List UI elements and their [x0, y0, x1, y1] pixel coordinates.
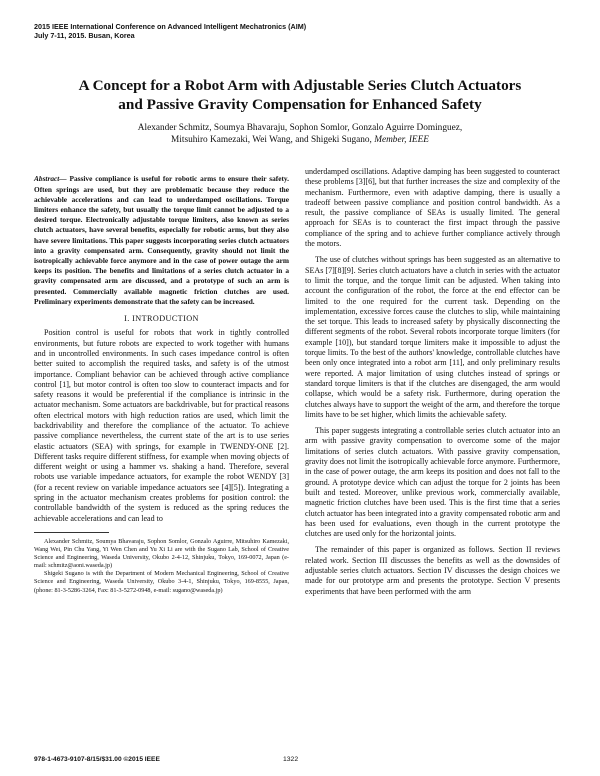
- authors-membership: Member, IEEE: [374, 135, 429, 145]
- isbn-copyright: 978-1-4673-9107-8/15/$31.00 ©2015 IEEE: [34, 756, 160, 763]
- left-column: [34, 167, 289, 595]
- paper-title: [40, 76, 560, 114]
- footnote-affiliation-2: Shigeki Sugano is with the Department of Modern Mechanical Engineering, School of Creative Science and Engineering, Waseda University, Okubo 3-4-1, Shinjuku, Tokyo, 169-8555, Japan, (phone: 81-3-5286-3264, Fax: 81-3-5272-0948, e-mail: sugano@waseda.jp): [34, 570, 289, 594]
- authors-line-1: Alexander Schmitz, Soumya Bhavaraju, Sophon Somlor, Gonzalo Aguirre Dominguez,: [137, 123, 463, 133]
- conference-header: [34, 22, 306, 40]
- section-heading-introduction: I. INTRODUCTION: [124, 314, 199, 324]
- intro-paragraph-1: Position control is useful for robots that work in tightly controlled environments, but future robots are expected to work together with humans and in uncontrolled environments. In such cases impedance control is often better suited to accomplish the required tasks, and safety is of the utmost importance. Compliant behavior can be achieved through active compliance control [1], but motor control is often too slow to counteract impacts and for safety reasons it would be preferential if the compliance is intrinsic in the actuator mechanism. Some actuators are backdrivable, but for practical reasons often electrical motors with high reduction ratios are used, which limit the backdrivability and therefore the compliance of the actuator. To achieve passive compliance nevertheless, the current state of the art is to use series elastic actuators (SEA) with springs, for example in TWENDY-ONE [2]. Different tasks require different stiffness, for example when moving objects of different weight or using a hammer vs. shaking a hand. Therefore, several robots use variable impedance actuators, for example the robot WENDY [3] (for a recent review on variable impedance actuators see [4][5]). Integrating a spring in the actuator mechanism creates problems for position control: the controllable bandwidth of the system is reduced as the spring reduces the achievable accelerations and can lead to: [34, 328, 289, 523]
- abstract-label: Abstract—: [34, 174, 67, 184]
- authors-line-2: [40, 134, 560, 146]
- intro-paragraph-4: The remainder of this paper is organized as follows. Section II reviews related work. Section III discusses the benefits as well as the downsides of adjustable series clutch actuators. Section IV discusses the design choices we made for our prototype arm and presents the prototype. Section V presents experiments that have been performed with the arm: [305, 545, 560, 596]
- footnote-affiliation-1: Alexander Schmitz, Soumya Bhavaraju, Sophon Somlor, Gonzalo Aguirre, Mitsuhiro Kamezaki, Wang Wei, Pin Chu Yang, Yi Wen Chen and Yu Xi Li are with the Sugano Lab, School of Creative Science and Engineering, Waseda University, Okubo 2-4-12, Shinjuku, Tokyo, 169-0072, Japan (e-mail: schmitz@aoni.waseda.jp): [34, 537, 289, 570]
- intro-paragraph-1-continued: underdamped oscillations. Adaptive damping has been suggested to counteract these problems [3][6], but that further increases the size and complexity of the mechanism. Furthermore, even with adaptive damping, there is usually a tradeoff between passive compliance and position control bandwidth. As a result, the passive compliance of SEAs is usually limited. The general approach for SEAs is to counteract the first impact through the passive compliance of the spring and to achieve further compliance actively through the motors.: [305, 167, 560, 249]
- abstract: [34, 174, 289, 307]
- abstract-text: Passive compliance is useful for robotic arms to ensure their safety. Often springs are used, but they are problematic because they reduce the achievable accelerations and can lead to underdamped oscillations. Torque limiters enhance the safety, but usually the torque limit cannot be adjusted to a desired torque. Electronically adjustable torque limiters, also known as series clutch actuators, have several benefits, especially for robotic arms, but they also have severe limitations. This paper suggests incorporating series clutch actuators into a gravity compensated arm. Consequently, gravity should not limit the isotropically achievable force anymore and in the case of power outage the arm keeps its position. The benefits and limitations of a series clutch actuator in a gravity compensated arm are discussed, and a prototype of such an arm is presented. Commercially available magnetic friction clutches are used. Preliminary experiments demonstrate that the safety can be increased.: [34, 174, 290, 306]
- right-column: [305, 167, 560, 597]
- authors-line-2-names: Mitsuhiro Kamezaki, Wei Wang, and Shigeki Sugano,: [171, 135, 372, 145]
- title-line-1: A Concept for a Robot Arm with Adjustable Series Clutch Actuators: [78, 77, 522, 94]
- intro-paragraph-3: This paper suggests integrating a controllable series clutch actuator into an arm with passive gravity compensation to overcome some of the major limitations of series clutch actuators. With passive gravity compensation, gravity does not limit the isotropically achievable force anymore. Furthermore, in the case of power outage, the arm keeps its position and does not fall to the ground. A prototype device which can adjust the torque for 2 joints has been built and tested. Moreover, unlike previous work, commercially available, magnetic friction clutches have been used. This is the first time that a series clutch actuator has been integrated into a gravity compensated robotic arm and has been used for evaluations, even though in the current prototype the clutches are used only for the horizontal joints.: [305, 426, 560, 539]
- title-line-2: and Passive Gravity Compensation for Enhanced Safety: [118, 96, 482, 113]
- conference-date-location: July 7-11, 2015. Busan, Korea: [34, 31, 135, 40]
- footnote-divider: [34, 532, 109, 533]
- intro-paragraph-2: The use of clutches without springs has been suggested as an alternative to SEAs [7][8][9]. Series clutch actuators have a clutch in series with the actuator to limit the torque, and the torque limit can be adjusted. When taking into account the configuration of the robot, the force at the end effector can be limited to the one required for the current task. Depending on the implementation, excessive forces cause the clutches to slip, while maintaining the set torque. This leads to increased safety by physically disconnecting the different segments of the robot. Several robots incorporate torque limiters (for example [10]), but standard torque limiters make it impossible to adjust the torque limits. To the best of the authors' knowledge, controllable clutches have been only once integrated into a robot arm [11], and only preliminary results were reported. A major limitation of using clutches instead of springs or standard torque limiters is that if the clutches are disengaged, the arm would collapse, which would be a safety risk. Furthermore, during operation the clutches always have to support the weight of the arm, and therefore the torque limits have to be set higher, which limits the achievable safety.: [305, 255, 560, 419]
- page-number: 1322: [283, 756, 299, 763]
- author-list: [40, 122, 560, 146]
- conference-name: 2015 IEEE International Conference on Advanced Intelligent Mechatronics (AIM): [34, 22, 307, 31]
